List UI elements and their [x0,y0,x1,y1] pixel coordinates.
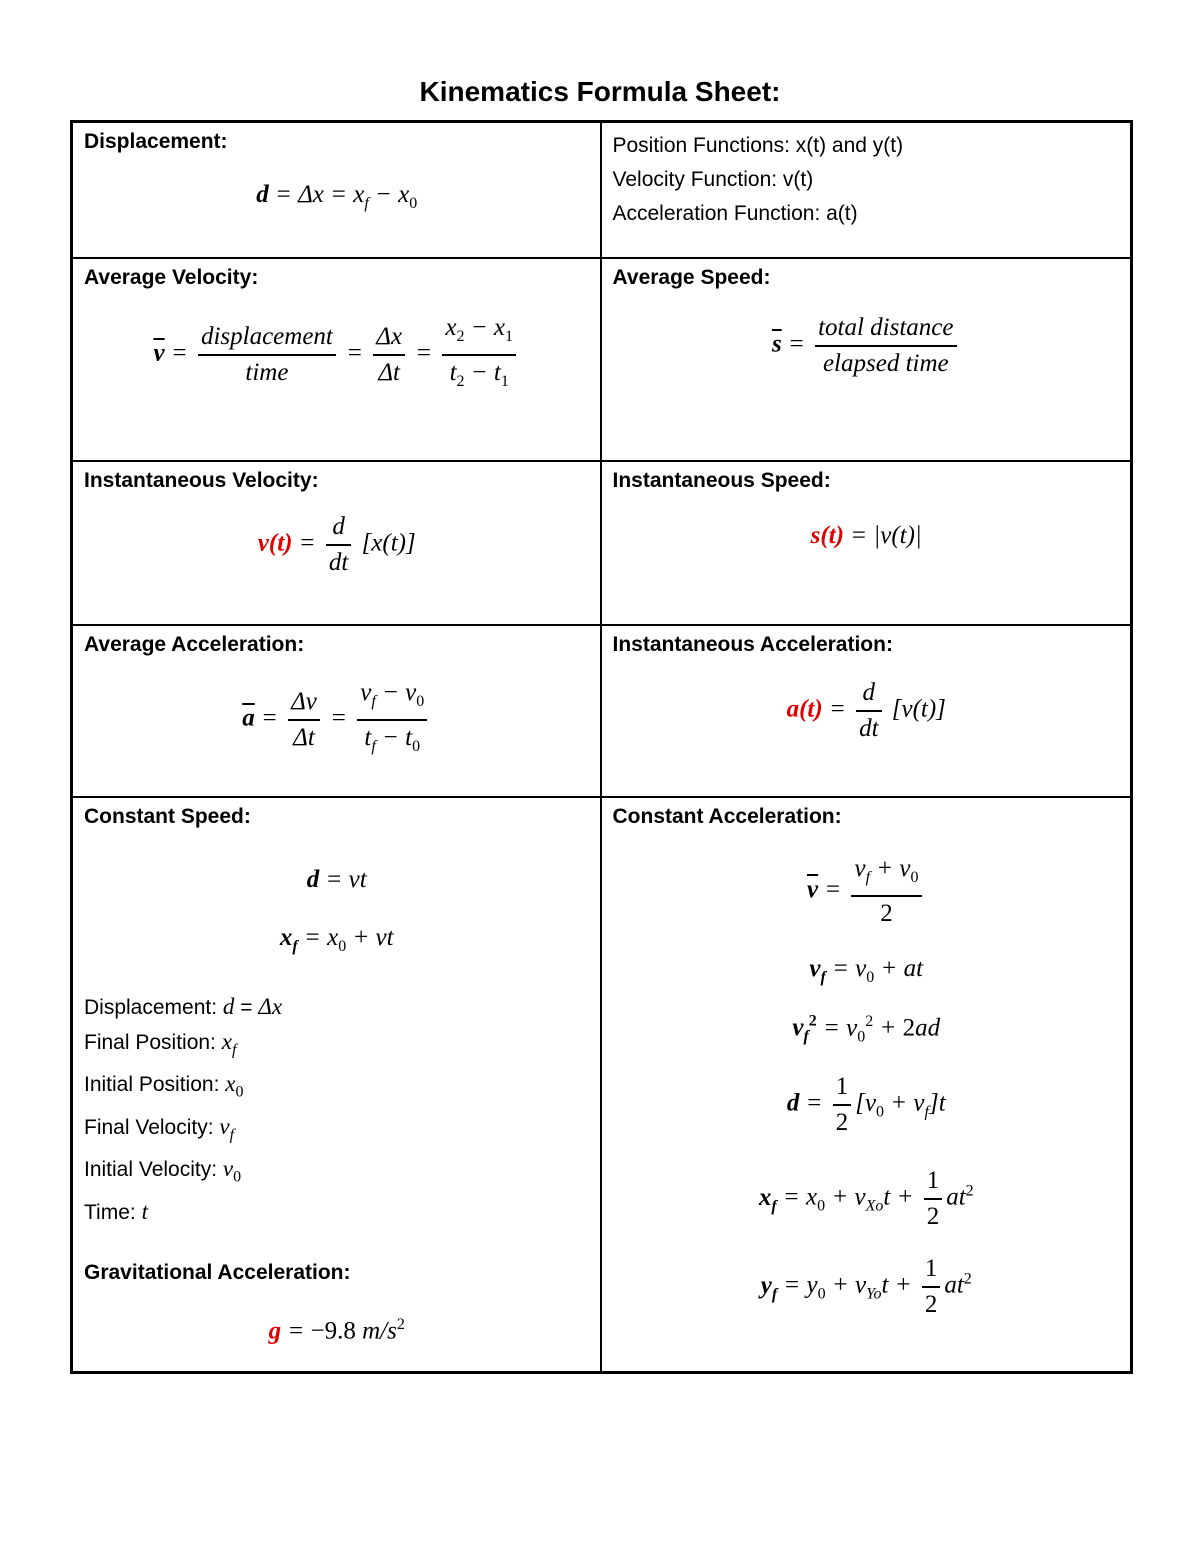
avg-velocity-den-word: time [245,358,289,386]
legend-displacement: Displacement: d = Δx [84,993,283,1019]
formula-xf-constant-speed: $x_f = x_0$ + vt [279,923,394,955]
cell-constant-acceleration [601,797,1132,1373]
avg-velocity-num-word: displacement [198,320,336,356]
heading-instantaneous-acceleration: Instantaneous Acceleration: [612,632,893,656]
position-functions-text: Position Functions: x(t) and y(t) [612,134,904,157]
cell-functions [601,122,1132,258]
cell-instantaneous-acceleration [601,625,1132,797]
heading-average-speed: Average Speed: [612,265,771,289]
formula-average-acceleration: $\overline{a}$ = $\frac{\Delta v}{\Delta t}$ = $\frac{v_f - v_0}{t_f - t_0}$ [84,676,590,764]
cell-displacement [72,122,601,258]
cell-average-acceleration [72,625,601,797]
avg-speed-den-word: elapsed time [822,349,949,377]
formula-instantaneous-acceleration: a(t) = $\frac{d}{dt}$ [v(t)] [613,676,1121,746]
legend-final-position: Final Position: $x_f$ [84,1028,237,1059]
heading-average-velocity: Average Velocity: [84,265,259,289]
heading-average-acceleration: Average Acceleration: [84,632,305,656]
formula-instantaneous-speed: s(t) = |v(t)| [810,521,922,549]
heading-displacement: Displacement: [84,130,228,153]
formula-avg-velocity-constant-accel: $\overline{v}$ = $\frac{v_f + v_0}{2}$ [613,852,1121,931]
formula-gravity: g = −9.8 $m/s^2$ [268,1315,405,1345]
page-title: Kinematics Formula Sheet: [419,76,781,107]
formula-average-speed: $\overline{s}$ = $\frac{\text{total distance}}{\text{elapsed time}}$ [613,311,1121,381]
cell-constant-speed [72,797,601,1373]
legend-time: Time: t [84,1198,148,1224]
formula-yf: $y_f = y_0 + v_{Yo}t$ + $\frac{1}{2}$ $at^2$ [613,1252,1121,1322]
acceleration-function-text: Acceleration Function: a(t) [612,202,858,225]
formula-d-average: d = $\frac{1}{2}$ $[v_0 + v_f]t$ [613,1070,1121,1140]
formula-d-equals-vt: d = vt [306,865,367,893]
formula-table [70,120,1133,1374]
formula-average-velocity: $\overline{v}$ = $\frac{\text{displacement}}{\text{time}}$ = $\frac{\Delta x}{\Delta t}$ = $\frac{x_2 - x_1}{t_2 - t_1}$ [84,311,590,399]
cell-instantaneous-velocity [72,461,601,625]
heading-instantaneous-velocity: Instantaneous Velocity: [84,468,319,492]
formula-displacement: $d = \Delta x = x_f - x_0$ [256,181,418,212]
legend-final-velocity: Final Velocity: $v_f$ [84,1113,235,1144]
legend-initial-velocity: Initial Velocity: $v_0$ [84,1156,242,1186]
velocity-function-text: Velocity Function: v(t) [612,168,814,191]
variable-legend [84,990,590,1230]
formula-xf: $x_f = x_0 + v_{Xo}t$ + $\frac{1}{2}$ $at^2$ [613,1164,1121,1234]
formula-instantaneous-velocity: v(t) = $\frac{d}{dt}$ [x(t)] [84,510,590,580]
avg-speed-num-word: total distance [815,311,956,347]
legend-initial-position: Initial Position: $x_0$ [84,1071,244,1101]
heading-gravitational-acceleration: Gravitational Acceleration: [84,1260,351,1284]
cell-average-speed [601,258,1132,461]
formula-vf-squared: $v_f^2 = v_0^2 + 2ad$ [792,1012,941,1045]
cell-average-velocity [72,258,601,461]
heading-constant-speed: Constant Speed: [84,804,251,828]
heading-instantaneous-speed: Instantaneous Speed: [612,468,831,492]
cell-instantaneous-speed [601,461,1132,625]
formula-vf: $v_f = v_0$ + at [809,954,924,986]
heading-constant-acceleration: Constant Acceleration: [612,804,842,828]
